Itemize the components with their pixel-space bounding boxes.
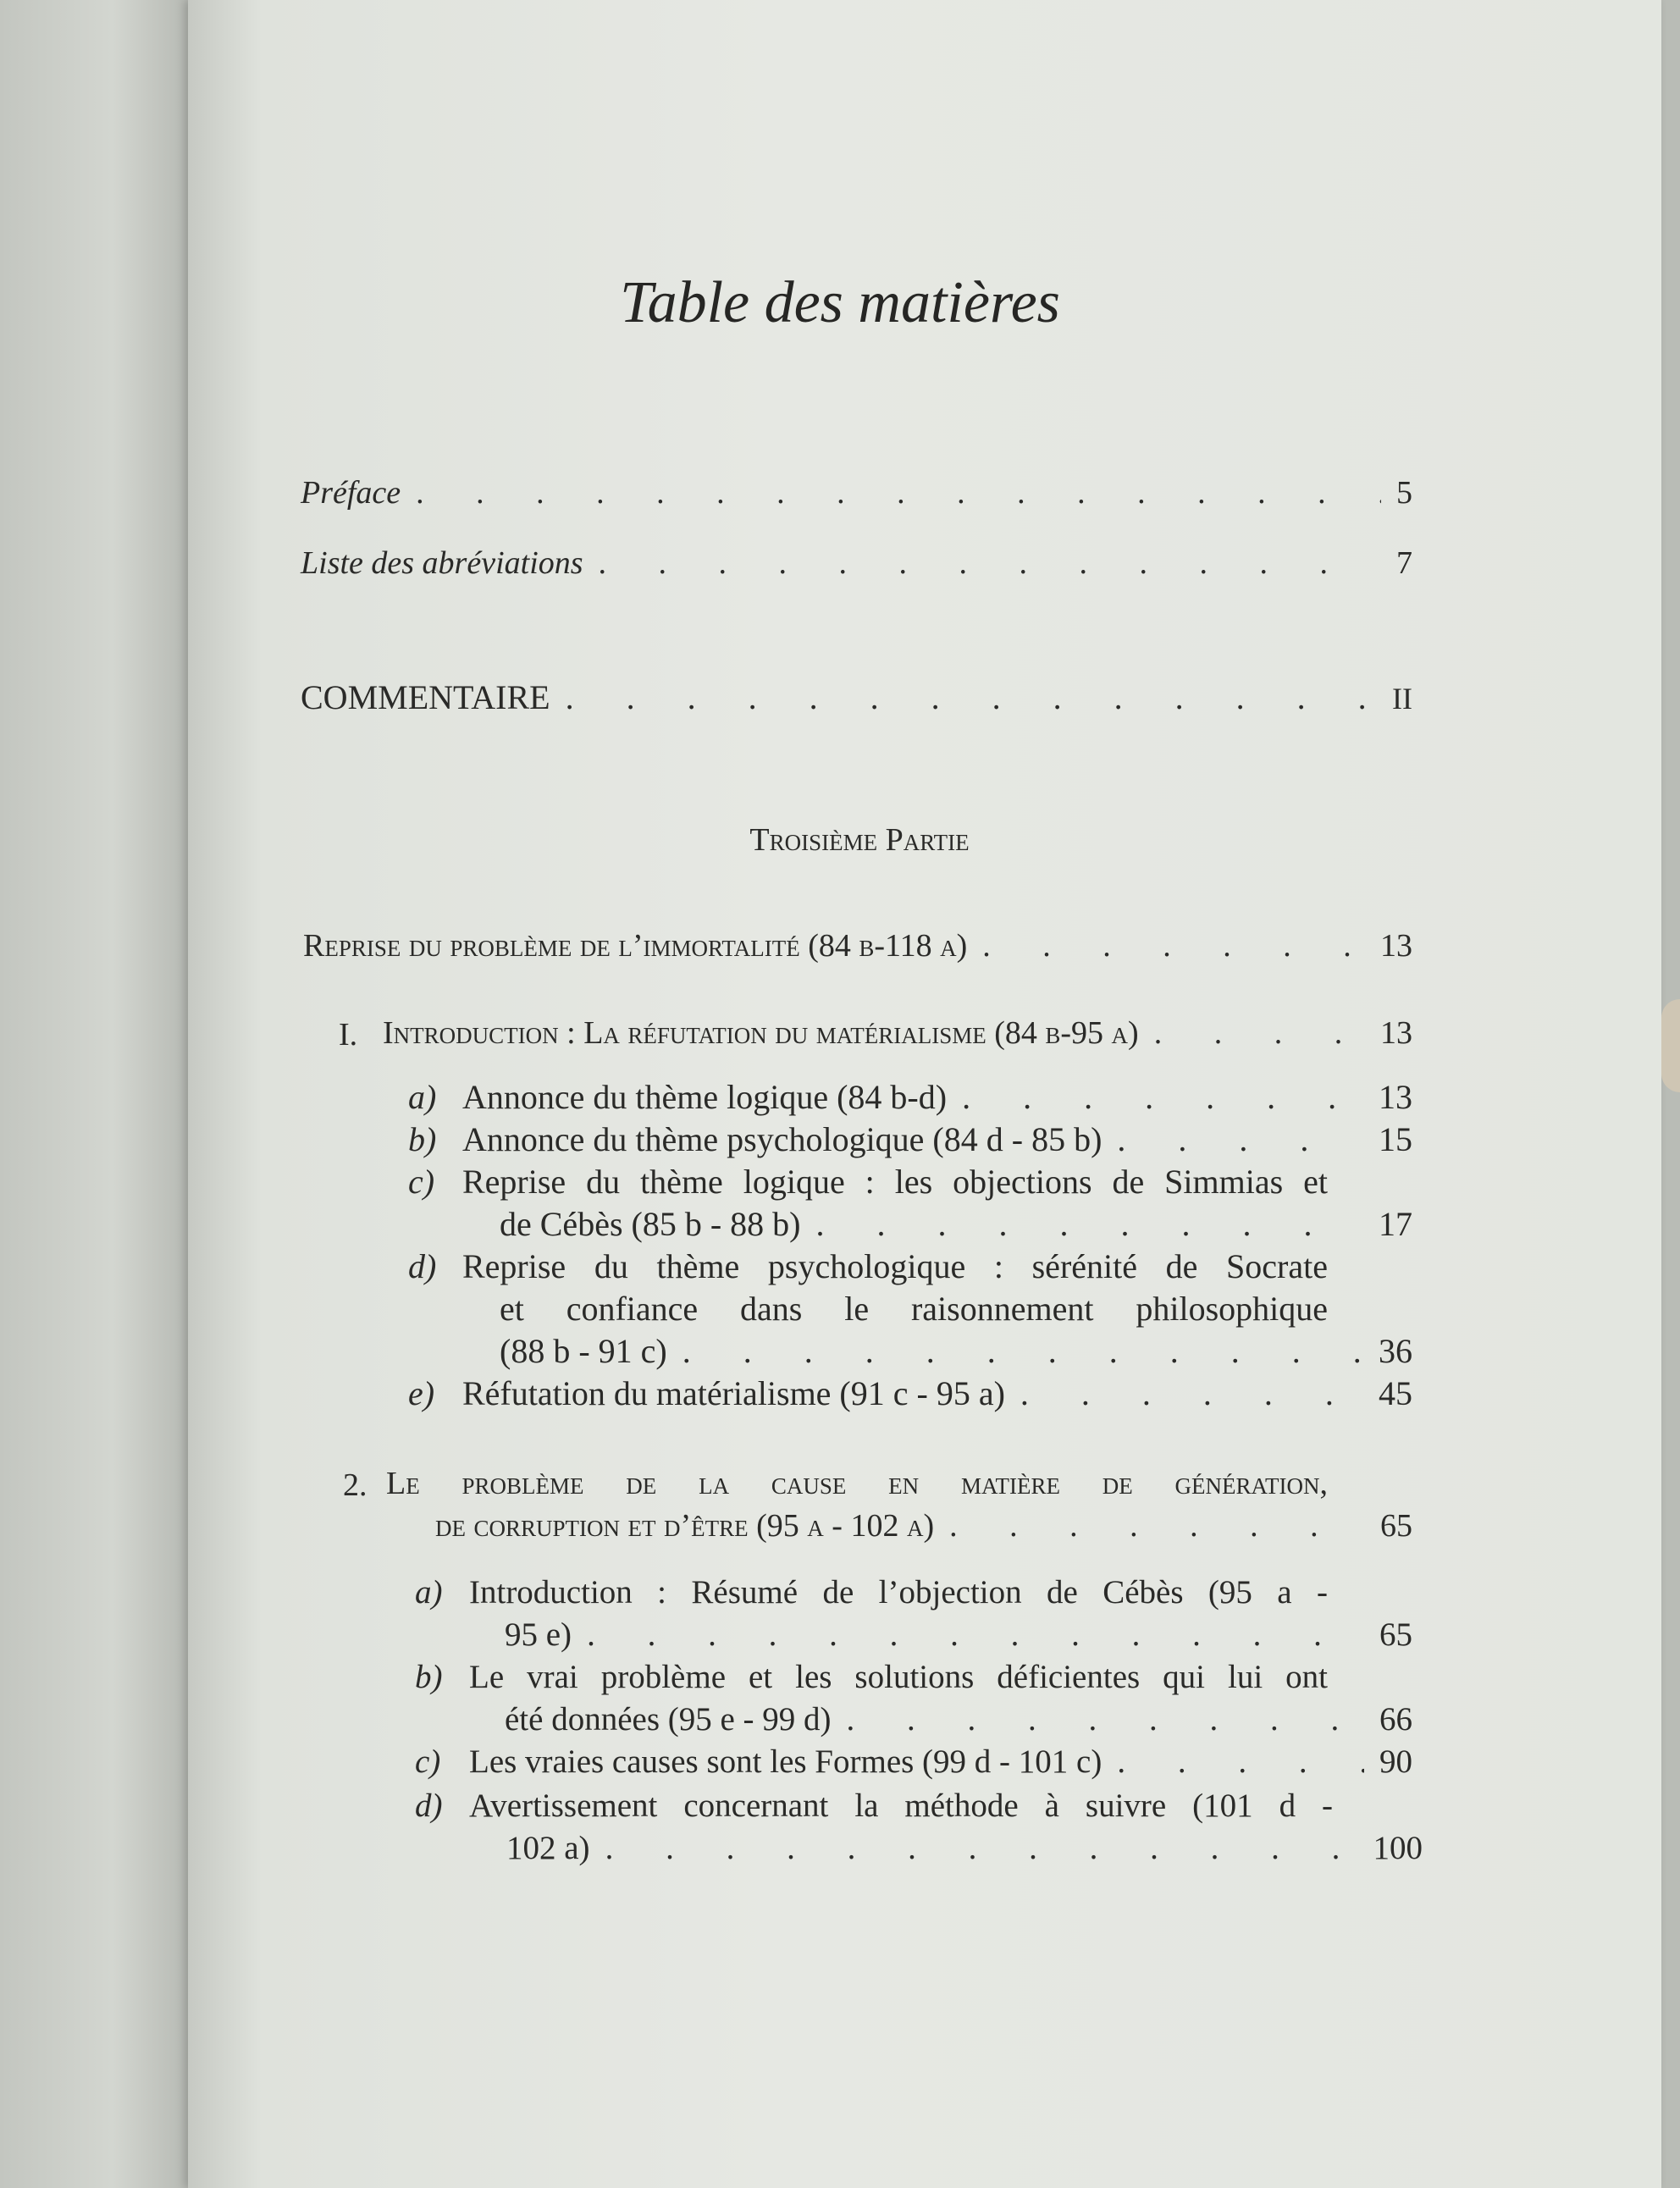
- toc-item: [505, 1700, 1412, 1738]
- toc-item-line: Avertissement concernant la méthode à suivre (101 d -: [469, 1787, 1333, 1824]
- dot-leader: [949, 1507, 1365, 1544]
- item-letter: d): [408, 1247, 437, 1285]
- item-letter: c): [415, 1743, 441, 1780]
- toc-page-number: 100: [1373, 1830, 1423, 1866]
- item-letter: e): [408, 1374, 435, 1412]
- toc-page-number: 65: [1380, 1508, 1412, 1544]
- toc-item-line: Reprise du thème logique : les objections de Simmias et: [462, 1163, 1328, 1201]
- toc-entry-main: [303, 927, 1412, 964]
- toc-item: [505, 1616, 1412, 1654]
- item-letter: b): [408, 1120, 437, 1158]
- dot-leader: [815, 1204, 1363, 1244]
- toc-section-2: [435, 1507, 1412, 1544]
- toc-item: [462, 1119, 1412, 1159]
- dot-leader: [1117, 1119, 1363, 1159]
- toc-entry-preface: [301, 474, 1412, 511]
- toc-page-number: 66: [1379, 1701, 1412, 1738]
- toc-page-number: 13: [1379, 1078, 1412, 1116]
- dot-leader: [1154, 1014, 1365, 1052]
- item-letter: d): [415, 1787, 443, 1824]
- toc-entry-label: de corruption et d’être (95 a - 102 a): [435, 1508, 935, 1544]
- page-title: Table des matières: [620, 270, 1060, 335]
- toc-item-line: Introduction : Résumé de l’objection de Cébès (95 a -: [469, 1574, 1328, 1611]
- page-edge-tab: [1661, 999, 1680, 1092]
- dot-leader: [416, 474, 1381, 511]
- toc-item-line: et confiance dans le raisonnement philosophique: [500, 1290, 1328, 1328]
- toc-entry-label: de Cébès (85 b - 88 b): [500, 1205, 801, 1243]
- section-number: 2.: [343, 1467, 368, 1503]
- toc-page-number: 90: [1379, 1743, 1412, 1780]
- toc-entry-label: (88 b - 91 c): [500, 1332, 667, 1370]
- toc-entry-label: 95 e): [505, 1616, 572, 1653]
- toc-section-1: [383, 1014, 1412, 1052]
- toc-entry-label: Les vraies causes sont les Formes (99 d - 101 c): [469, 1743, 1102, 1780]
- toc-entry-label: été données (95 e - 99 d): [505, 1701, 832, 1738]
- item-letter: c): [408, 1163, 435, 1201]
- part-heading: Troisième Partie: [749, 822, 970, 858]
- toc-entry-label: Liste des abréviations: [301, 545, 583, 581]
- toc-page-number: 15: [1379, 1120, 1412, 1158]
- toc-entry-abbreviations: [301, 544, 1412, 582]
- toc-item-line: Reprise du thème psychologique : sérénité de Socrate: [462, 1247, 1328, 1285]
- toc-page-number: 17: [1379, 1205, 1412, 1243]
- toc-entry-commentaire: [301, 677, 1412, 717]
- dot-leader: [587, 1616, 1364, 1654]
- dot-leader: [605, 1829, 1358, 1867]
- item-letter: b): [415, 1659, 443, 1695]
- dot-leader: [962, 1077, 1363, 1117]
- toc-item: [462, 1373, 1412, 1413]
- toc-page-number: 5: [1396, 475, 1412, 511]
- toc-item: [469, 1743, 1412, 1781]
- toc-entry-label: Introduction : La réfutation du matérialisme (84 b-95 a): [383, 1015, 1139, 1051]
- section-number: I.: [339, 1017, 358, 1053]
- item-letter: a): [408, 1078, 437, 1116]
- toc-entry-label: COMMENTAIRE: [301, 678, 550, 716]
- toc-item: [506, 1829, 1423, 1867]
- dot-leader: [982, 927, 1365, 964]
- dot-leader: [1117, 1743, 1364, 1781]
- toc-page-number: 13: [1380, 928, 1412, 964]
- toc-page-number: 45: [1379, 1374, 1412, 1412]
- toc-item: [500, 1331, 1412, 1371]
- toc-section-2-line: Le problème de la cause en matière de génération,: [386, 1466, 1328, 1501]
- toc-entry-label: Préface: [301, 475, 401, 511]
- toc-entry-label: 102 a): [506, 1830, 590, 1866]
- dot-leader: [566, 677, 1377, 717]
- dot-leader: [599, 544, 1381, 582]
- toc-page-number: II: [1392, 682, 1412, 716]
- dot-leader: [847, 1700, 1364, 1738]
- toc-item-line: Le vrai problème et les solutions déficientes qui lui ont: [469, 1659, 1328, 1695]
- toc-entry-label: Annonce du thème logique (84 b-d): [462, 1078, 948, 1116]
- toc-entry-label: Réfutation du matérialisme (91 c - 95 a): [462, 1374, 1005, 1412]
- toc-page-number: 7: [1396, 545, 1412, 581]
- dot-leader: [682, 1331, 1363, 1371]
- toc-entry-label: Reprise du problème de l’immortalité (84 b-118 a): [303, 928, 968, 964]
- toc-entry-label: Annonce du thème psychologique (84 d - 85 b): [462, 1120, 1102, 1158]
- toc-page-number: 65: [1379, 1616, 1412, 1653]
- item-letter: a): [415, 1574, 443, 1611]
- toc-item: [462, 1077, 1412, 1117]
- toc-page-number: 36: [1379, 1332, 1412, 1370]
- toc-item: [500, 1204, 1412, 1244]
- toc-page-number: 13: [1380, 1015, 1412, 1051]
- dot-leader: [1020, 1373, 1363, 1413]
